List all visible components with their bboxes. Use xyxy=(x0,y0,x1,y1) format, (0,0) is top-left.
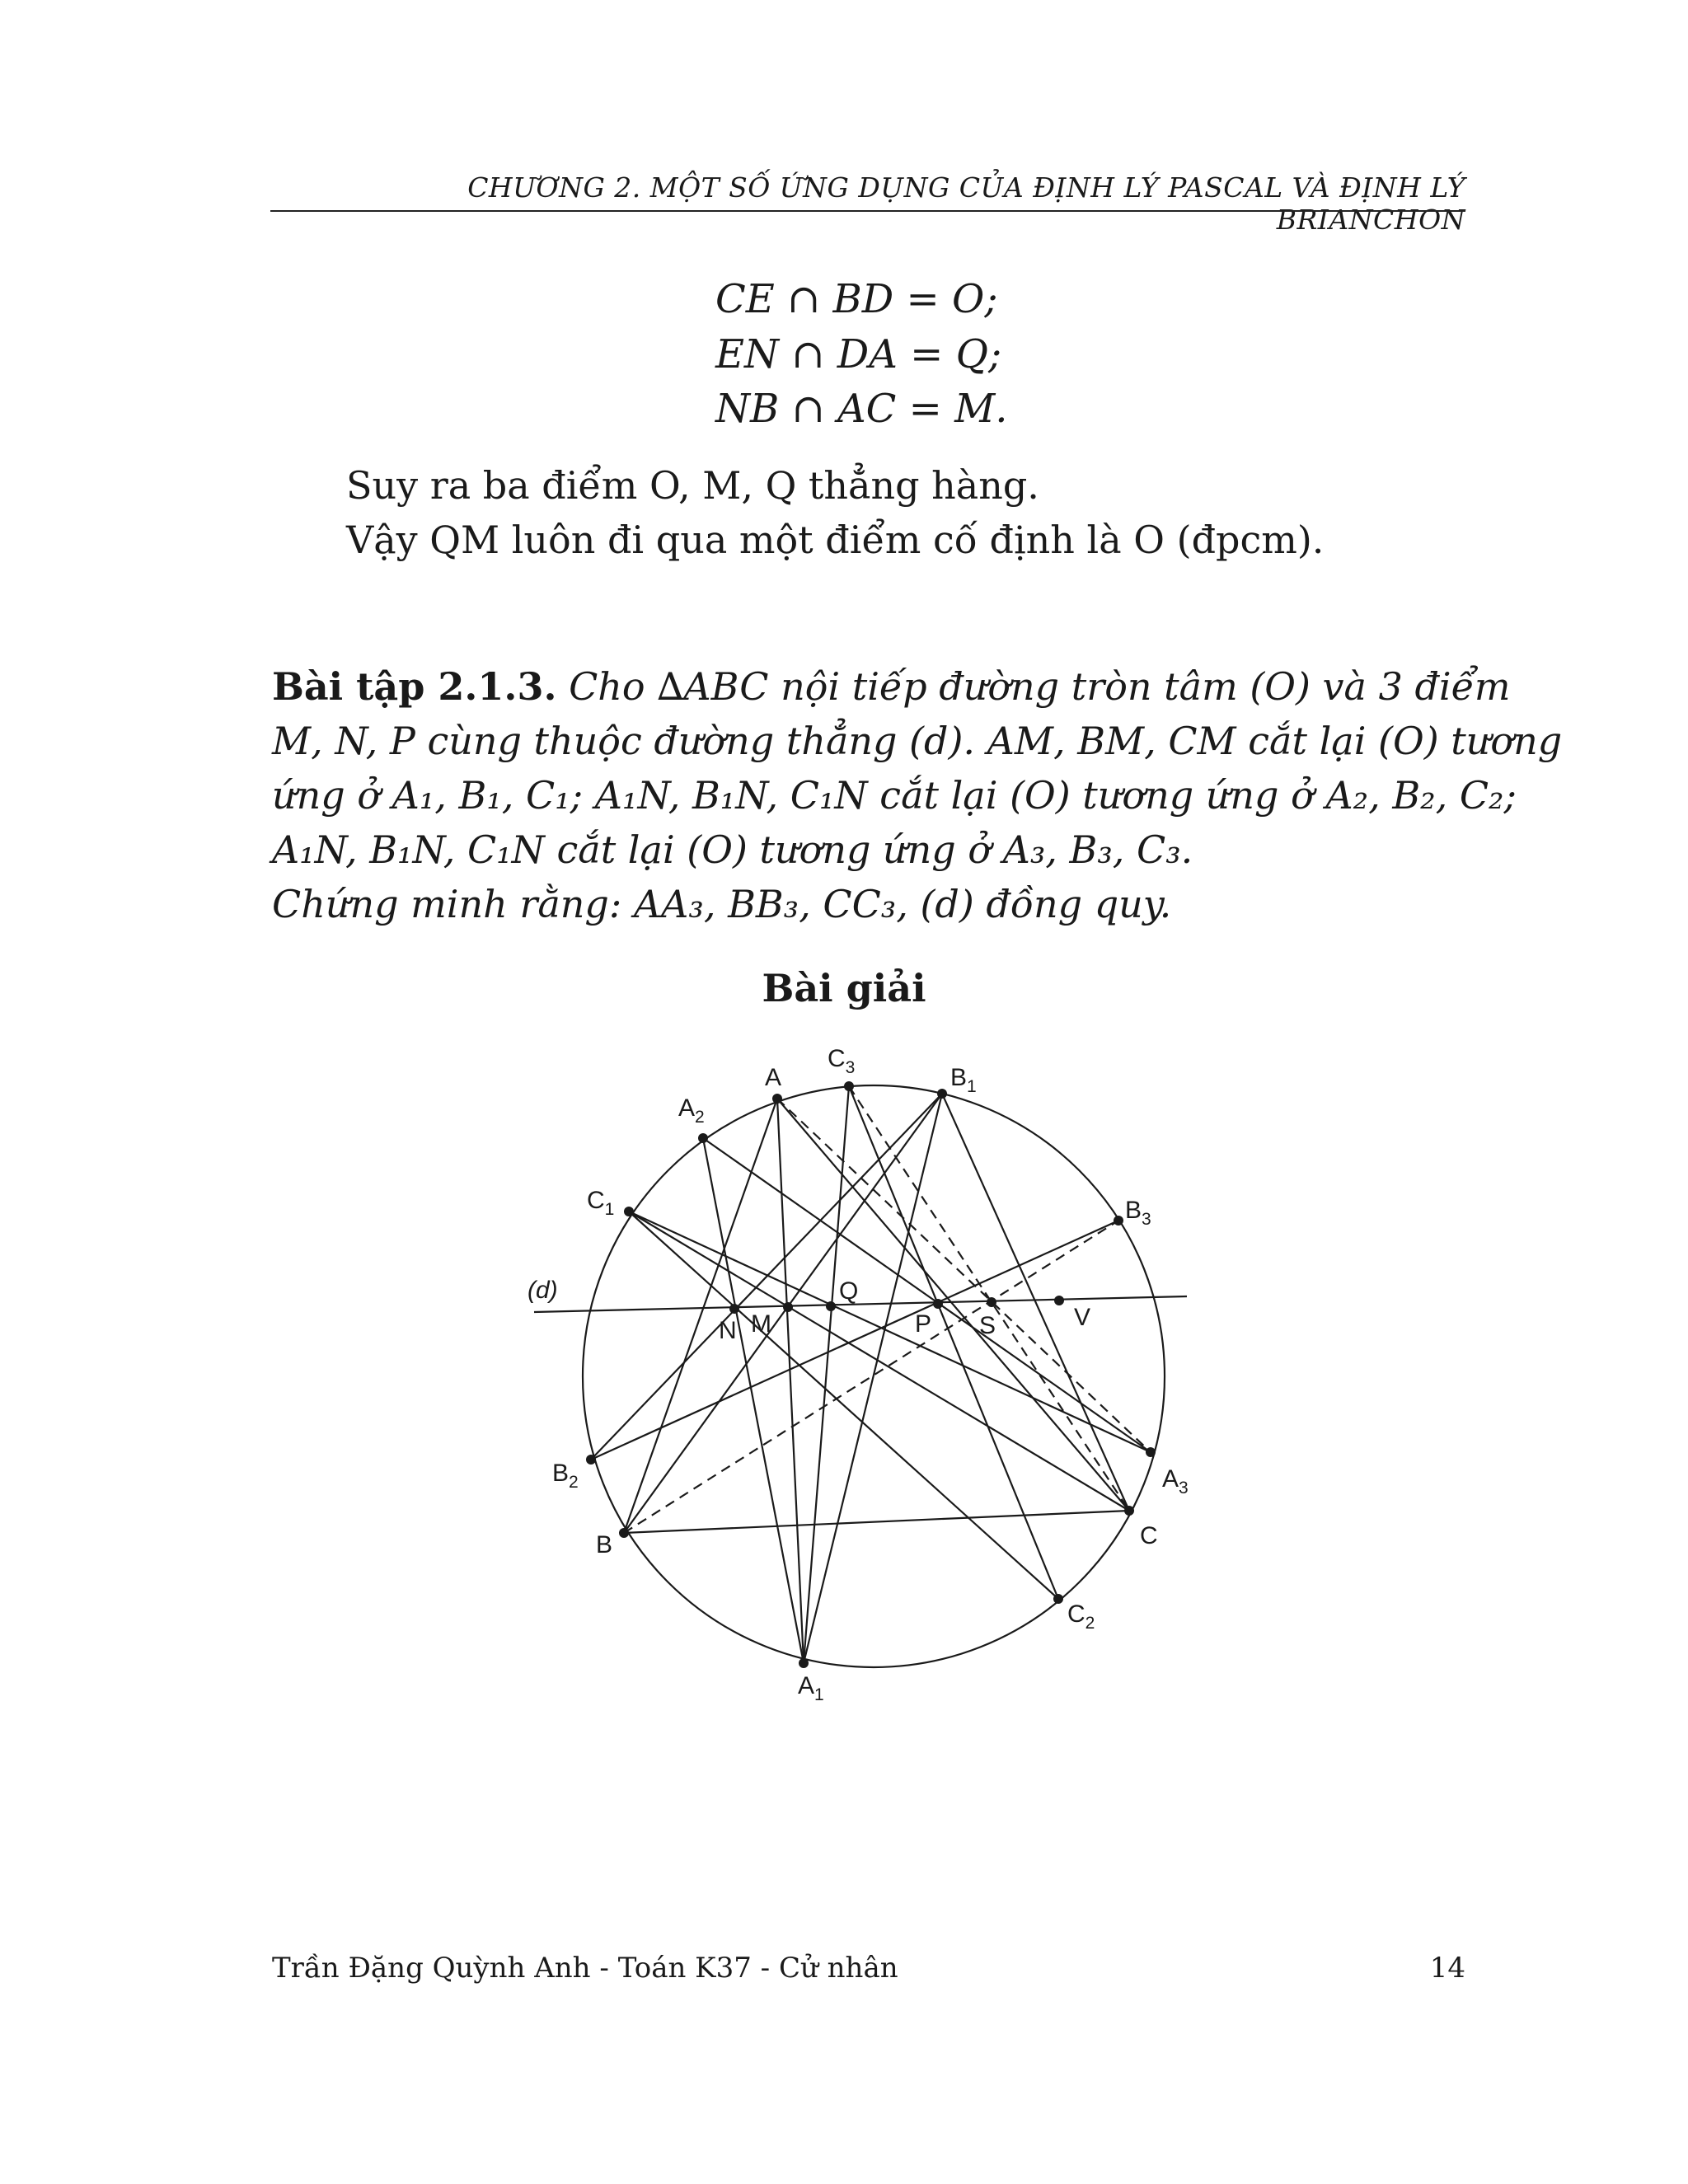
point-v xyxy=(1054,1296,1064,1305)
segment-bc xyxy=(624,1511,1129,1533)
label-c3: $C_3$ xyxy=(828,1045,856,1077)
point-m xyxy=(783,1302,793,1312)
point-c3 xyxy=(844,1081,854,1091)
line-d-label: (d) xyxy=(528,1277,558,1304)
equation-2: EN ∩ DA = Q; xyxy=(715,331,1002,377)
segment-a-a1 xyxy=(777,1099,804,1663)
label-c: C xyxy=(1140,1522,1158,1549)
footer-author: Trần Đặng Quỳnh Anh - Toán K37 - Cử nhân xyxy=(272,1952,898,1985)
label-s: S xyxy=(979,1312,996,1339)
running-header: CHƯƠNG 2. MỘT SỐ ỨNG DỤNG CỦA ĐỊNH LÝ PASCAL VÀ ĐỊNH LÝ BRIANCHON xyxy=(467,171,1465,236)
segment-a1-a2 xyxy=(703,1138,804,1663)
label-n: N xyxy=(719,1317,737,1344)
point-q xyxy=(826,1301,836,1311)
point-b2 xyxy=(586,1455,596,1465)
equation-1: CE ∩ BD = O; xyxy=(715,276,998,322)
point-c1 xyxy=(624,1207,634,1216)
paragraph-conclusion-1: Suy ra ba điểm O, M, Q thẳng hàng. xyxy=(346,463,1039,508)
label-b3: $B_3$ xyxy=(1125,1197,1151,1229)
label-v: V xyxy=(1074,1304,1091,1331)
point-a1 xyxy=(799,1658,809,1668)
page-number: 14 xyxy=(1429,1952,1465,1985)
point-c xyxy=(1124,1506,1134,1516)
label-a3: $A_3$ xyxy=(1162,1465,1189,1497)
point-a xyxy=(772,1094,782,1104)
paragraph-conclusion-2: Vậy QM luôn đi qua một điểm cố định là O (đpcm). xyxy=(346,518,1325,562)
segment-b1-a1 xyxy=(804,1094,942,1663)
exercise-line-3: ứng ở A₁, B₁, C₁; A₁N, B₁N, C₁N cắt lại (O) tương ứng ở A₂, B₂, C₂; xyxy=(272,773,1517,818)
point-b1 xyxy=(937,1089,947,1099)
label-a1: $A_1$ xyxy=(798,1672,824,1704)
label-p: P xyxy=(915,1310,932,1338)
point-n xyxy=(729,1304,739,1314)
label-b2: $B_2$ xyxy=(552,1460,579,1492)
label-c1: $C_1$ xyxy=(587,1187,615,1219)
segment-c1-c2 xyxy=(629,1212,1058,1599)
exercise-line-2: M, N, P cùng thuộc đường thẳng (d). AM, BM, CM cắt lại (O) tương xyxy=(272,719,1563,763)
label-b: B xyxy=(596,1531,613,1558)
point-b xyxy=(619,1528,629,1538)
exercise-line-5: Chứng minh rằng: AA₃, BB₃, CC₃, (d) đồng quy. xyxy=(272,882,1172,926)
label-m: M xyxy=(751,1310,771,1338)
point-c2 xyxy=(1053,1594,1063,1604)
point-b3 xyxy=(1114,1216,1123,1226)
segment-c1-a3 xyxy=(629,1212,1151,1452)
label-q: Q xyxy=(839,1277,859,1305)
equation-3: NB ∩ AC = M. xyxy=(715,386,1008,432)
label-b1: $B_1$ xyxy=(950,1064,977,1096)
point-p xyxy=(933,1299,943,1309)
segment-b2-b3 xyxy=(591,1221,1118,1460)
point-a2 xyxy=(698,1133,708,1143)
label-a: A xyxy=(765,1064,782,1091)
exercise-text-1: Cho ∆ABC nội tiếp đường tròn tâm (O) và 3 điểm xyxy=(569,664,1511,709)
label-a2: $A_2$ xyxy=(678,1094,705,1127)
solution-title: Bài giải xyxy=(762,966,926,1010)
label-c2: $C_2$ xyxy=(1067,1601,1095,1633)
exercise-line-4: A₁N, B₁N, C₁N cắt lại (O) tương ứng ở A₃, B₃, C₃. xyxy=(272,827,1193,872)
segment-b-b1 xyxy=(624,1094,942,1533)
point-a3 xyxy=(1146,1447,1156,1457)
exercise-label: Bài tập 2.1.3. xyxy=(272,664,557,709)
point-s xyxy=(987,1297,996,1307)
